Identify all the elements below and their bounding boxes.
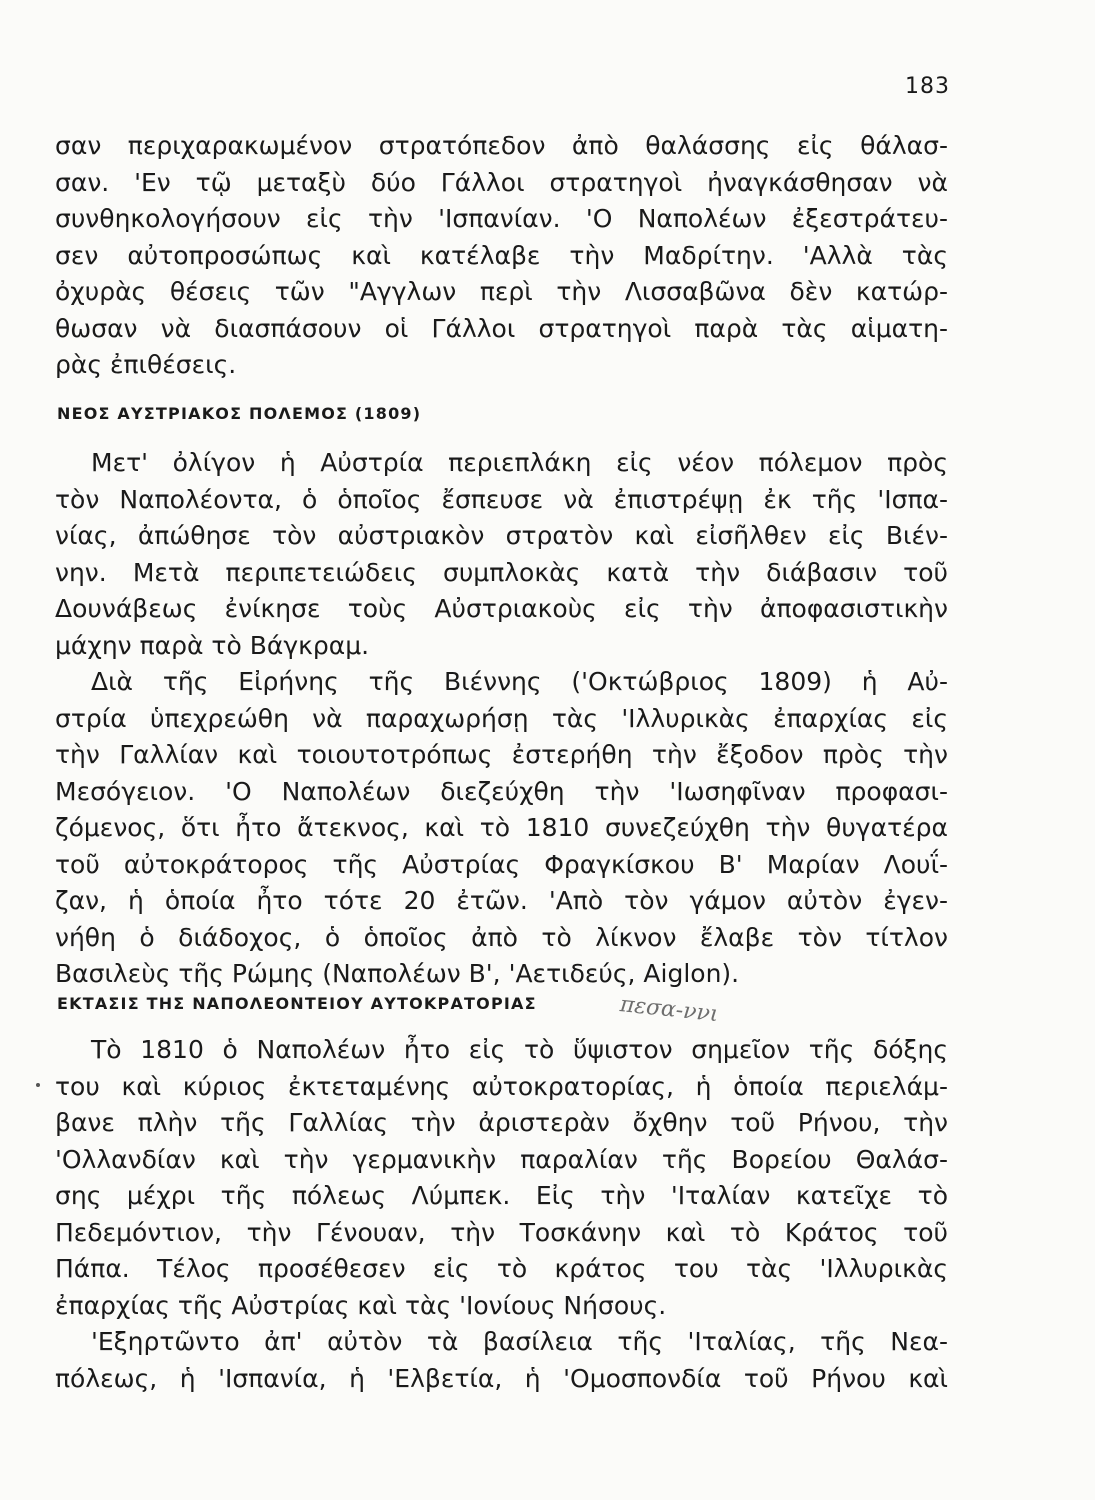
section-empire-extent-body [55, 1032, 948, 1397]
text-line: Μεσόγειον. 'Ο Ναπολέων διεζεύχθη τὴν 'Ιωσηφῖναν προφασι- [55, 776, 948, 806]
section-heading-austrian-war: ΝΕΟΣ ΑΥΣΤΡΙΑΚΟΣ ΠΟΛΕΜΟΣ (1809) [57, 404, 422, 423]
text-line: νίας, ἀπώθησε τὸν αὐστριακὸν στρατὸν καὶ εἰσῆλθεν εἰς Βιέν- [55, 521, 948, 550]
text-line: πόλεως, ἡ 'Ισπανία, ἡ 'Ελβετία, ἡ 'Ομοσπονδία τοῦ Ρήνου καὶ [55, 1363, 948, 1393]
text-line: συνθηκολογήσουν εἰς τὴν 'Ισπανίαν. 'Ο Ναπολέων ἐξεστράτευ- [55, 204, 948, 233]
text-line: Τὸ 1810 ὁ Ναπολέων ἦτο εἰς τὸ ὕψιστον σημεῖον τῆς δόξης [91, 1035, 948, 1064]
text-line: βανε πλὴν τῆς Γαλλίας τὴν ἀριστερὰν ὄχθην τοῦ Ρήνου, τὴν [55, 1108, 948, 1137]
text-line: σης μέχρι τῆς πόλεως Λύμπεκ. Εἰς τὴν 'Ιταλίαν κατεῖχε τὸ [55, 1181, 948, 1210]
text-line: Διὰ τῆς Εἰρήνης τῆς Βιέννης ('Οκτώβριος 1809) ἡ Αὐ- [91, 667, 948, 696]
text-line: Πεδεμόντιον, τὴν Γένουαν, τὴν Τοσκάνην καὶ τὸ Κράτος τοῦ [55, 1217, 948, 1247]
text-line: τὸν Ναπολέοντα, ὁ ὁποῖος ἔσπευσε νὰ ἐπιστρέψῃ ἐκ τῆς 'Ισπα- [55, 484, 948, 514]
text-line: σαν. 'Εν τῷ μεταξὺ δύο Γάλλοι στρατηγοὶ ἠναγκάσθησαν νὰ [55, 167, 948, 197]
text-line: 'Ολλανδίαν καὶ τὴν γερμανικὴν παραλίαν τῆς Βορείου Θαλάσ- [55, 1144, 948, 1174]
text-line: στρία ὑπεχρεώθη νὰ παραχωρήσῃ τὰς 'Ιλλυρικὰς ἐπαρχίας εἰς [55, 703, 948, 733]
handwritten-note: πεσα-ννι [618, 992, 720, 1028]
text-line: ζαν, ἡ ὁποία ἦτο τότε 20 ἐτῶν. 'Απὸ τὸν γάμον αὐτὸν ἐγεν- [55, 886, 948, 915]
text-line: τὴν Γαλλίαν καὶ τοιουτοτρόπως ἐστερήθη τὴν ἔξοδον πρὸς τὴν [55, 740, 948, 769]
text-line: ὀχυρὰς θέσεις τῶν "Αγγλων περὶ τὴν Λισσαβῶνα δὲν κατώρ- [55, 277, 948, 306]
intro-paragraph [55, 128, 948, 384]
text-line: μάχην παρὰ τὸ Βάγκραμ. [55, 630, 370, 660]
text-line: τοῦ αὐτοκράτορος τῆς Αὐστρίας Φραγκίσκου Β' Μαρίαν Λουΐ- [55, 849, 948, 879]
text-line: ζόμενος, ὅτι ἦτο ἄτεκνος, καὶ τὸ 1810 συνεζεύχθη τὴν θυγατέρα [55, 813, 948, 842]
text-line: θωσαν νὰ διασπάσουν οἱ Γάλλοι στρατηγοὶ παρὰ τὰς αἱματη- [55, 313, 948, 343]
text-line: Μετ' ὀλίγον ἡ Αὐστρία περιεπλάκη εἰς νέον πόλεμον πρὸς [91, 448, 948, 477]
section-heading-empire-extent: ΕΚΤΑΣΙΣ ΤΗΣ ΝΑΠΟΛΕΟΝΤΕΙΟΥ ΑΥΤΟΚΡΑΤΟΡΙΑΣ [57, 994, 537, 1013]
text-line: ρὰς ἐπιθέσεις. [55, 350, 237, 379]
text-line: νην. Μετὰ περιπετειώδεις συμπλοκὰς κατὰ τὴν διάβασιν τοῦ [55, 557, 948, 587]
text-line: Πάπα. Τέλος προσέθεσεν εἰς τὸ κράτος του τὰς 'Ιλλυρικὰς [55, 1254, 948, 1283]
stray-mark [36, 1083, 40, 1087]
text-line: του καὶ κύριος ἐκτεταμένης αὐτοκρατορίας, ἡ ὁποία περιελάμ- [55, 1071, 948, 1101]
page-number: 183 [905, 74, 950, 99]
text-line: νήθη ὁ διάδοχος, ὁ ὁποῖος ἀπὸ τὸ λίκνον ἔλαβε τὸν τίτλον [55, 922, 948, 952]
text-line: ἐπαρχίας τῆς Αὐστρίας καὶ τὰς 'Ιονίους Νήσους. [55, 1290, 667, 1320]
text-line: σαν περιχαρακωμένον στρατόπεδον ἀπὸ θαλάσσης εἰς θάλασ- [55, 131, 948, 160]
text-line: σεν αὐτοπροσώπως καὶ κατέλαβε τὴν Μαδρίτην. 'Αλλὰ τὰς [55, 240, 948, 270]
text-line: Δουνάβεως ἐνίκησε τοὺς Αὐστριακοὺς εἰς τὴν ἀποφασιστικὴν [55, 594, 948, 623]
text-line: Βασιλεὺς τῆς Ρώμης (Ναπολέων Β', 'Αετιδεύς, Aiglon). [55, 959, 740, 988]
text-line: 'Εξηρτῶντο ἀπ' αὐτὸν τὰ βασίλεια τῆς 'Ιταλίας, τῆς Νεα- [91, 1327, 948, 1356]
section-austrian-war-body [55, 445, 948, 993]
